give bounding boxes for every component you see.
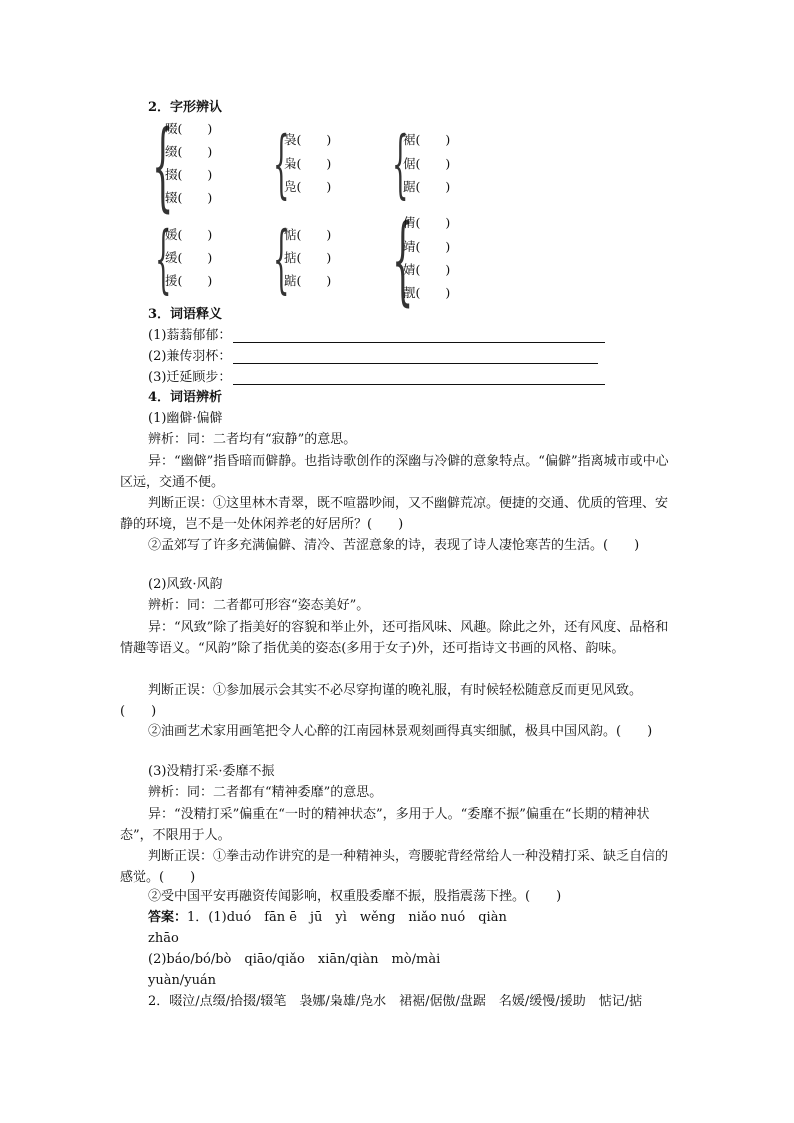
- char-item: 掂( ): [284, 250, 332, 265]
- pair-heading: (2)风致·风韵: [148, 577, 223, 592]
- definition-label: (1)蓊蓊郁郁：: [148, 328, 232, 343]
- char-item: 裾( ): [403, 132, 451, 147]
- pair-heading: (3)没精打采·委靡不振: [148, 764, 275, 779]
- definition-label: (2)兼传羽杯：: [148, 349, 232, 364]
- answer-text: 2．啜泣/点缀/拾掇/辍笔 袅娜/枭雄/凫水 裙裾/倨傲/盘踞 名媛/缓慢/援助 惦记/掂: [148, 994, 643, 1009]
- answer-text: 1．(1)duó fān ē jū yì wěng niǎo nuó qiàn: [187, 910, 507, 925]
- judge-item: 判断正误：①拳击动作讲究的是一种精神头，弯腰驼背经常给人一种没精打采、缺乏自信的感觉。( ): [120, 849, 669, 885]
- char-item: 靓( ): [403, 285, 451, 300]
- brace-icon: {: [273, 121, 290, 207]
- char-item: 媛( ): [165, 227, 213, 242]
- pair-same: 辨析：同：二者都有“精神委靡”的意思。: [148, 785, 383, 800]
- char-item: 凫( ): [284, 179, 332, 194]
- brace-icon: {: [273, 216, 290, 302]
- char-item: 踞( ): [403, 179, 451, 194]
- brace-icon: {: [155, 216, 172, 302]
- pair-diff: 异：“幽僻”指昏暗而僻静。也指诗歌创作的深幽与冷僻的意象特点。“偏僻”指离城市或中心区远，交通不便。: [120, 454, 669, 490]
- pair-same: 辨析：同：二者均有“寂静”的意思。: [148, 432, 357, 447]
- answer-text: yuàn/yuán: [148, 973, 217, 988]
- pair-diff: 异：“风致”除了指美好的容貌和举止外，还可指风味、风趣。除此之外，还有风度、品格和情趣等语义。“风韵”除了指优美的姿态(多用于女子)外，还可指诗文书画的风格、韵味。: [120, 620, 669, 656]
- section-3-title: 3．词语释义: [148, 307, 223, 322]
- char-item: 掇( ): [165, 167, 213, 182]
- char-item: 踮( ): [284, 273, 332, 288]
- char-item: 援( ): [165, 273, 213, 288]
- char-item: 啜( ): [165, 121, 213, 136]
- judge-item: ②受中国平安再融资传闻影响，权重股委靡不振，股指震荡下挫。( ): [148, 889, 562, 904]
- judge-item: ②油画艺术家用画笔把令人心醉的江南园林景观刻画得真实细腻，极具中国风韵。( ): [148, 724, 653, 739]
- answer-blank-line[interactable]: [233, 363, 598, 364]
- section-4-title: 4．词语辨析: [148, 390, 223, 405]
- judge-item: 判断正误：①这里林木青翠，既不喧嚣吵闹，又不幽僻荒凉。便捷的交通、优质的管理、安静的环境，岂不是一处休闲养老的好居所？( ): [120, 496, 669, 532]
- char-item: 缓( ): [165, 250, 213, 265]
- answers-line-1: [148, 909, 507, 927]
- answer-text: zhāo: [148, 931, 179, 946]
- char-item: 惦( ): [284, 227, 332, 242]
- answer-blank-line[interactable]: [233, 342, 605, 343]
- judge-item: ②孟郊写了许多充满偏僻、清冷、苦涩意象的诗，表现了诗人凄怆寒苦的生活。( ): [148, 538, 640, 553]
- char-item: 靖( ): [403, 239, 451, 254]
- judge-item: 判断正误：①参加展示会其实不必尽穿拘谨的晚礼服，有时候轻松随意反而更见风致。( ): [120, 683, 643, 719]
- section-2-title: 2．字形辨认: [148, 100, 223, 115]
- answer-blank-line[interactable]: [233, 384, 605, 385]
- pair-heading: (1)幽僻·偏僻: [148, 411, 223, 426]
- answers-label: 答案：: [148, 910, 188, 925]
- brace-icon: {: [392, 121, 409, 207]
- brace-icon: {: [152, 110, 174, 222]
- char-item: 婧( ): [403, 262, 451, 277]
- answer-text: (2)báo/bó/bò qiāo/qiǎo xiān/qiàn mò/mài: [148, 952, 441, 967]
- brace-icon: {: [392, 204, 414, 316]
- char-item: 倨( ): [403, 156, 451, 171]
- definition-label: (3)迁延顾步：: [148, 370, 232, 385]
- char-item: 倩( ): [403, 215, 451, 230]
- char-item: 缀( ): [165, 144, 213, 159]
- char-item: 辍( ): [165, 190, 213, 205]
- pair-diff: 异：“没精打采”偏重在“一时的精神状态”，多用于人。“委靡不振”偏重在“长期的精神状态”，不限用于人。: [120, 807, 650, 843]
- char-item: 袅( ): [284, 132, 332, 147]
- pair-same: 辨析：同：二者都可形容“姿态美好”。: [148, 598, 370, 613]
- char-item: 枭( ): [284, 156, 332, 171]
